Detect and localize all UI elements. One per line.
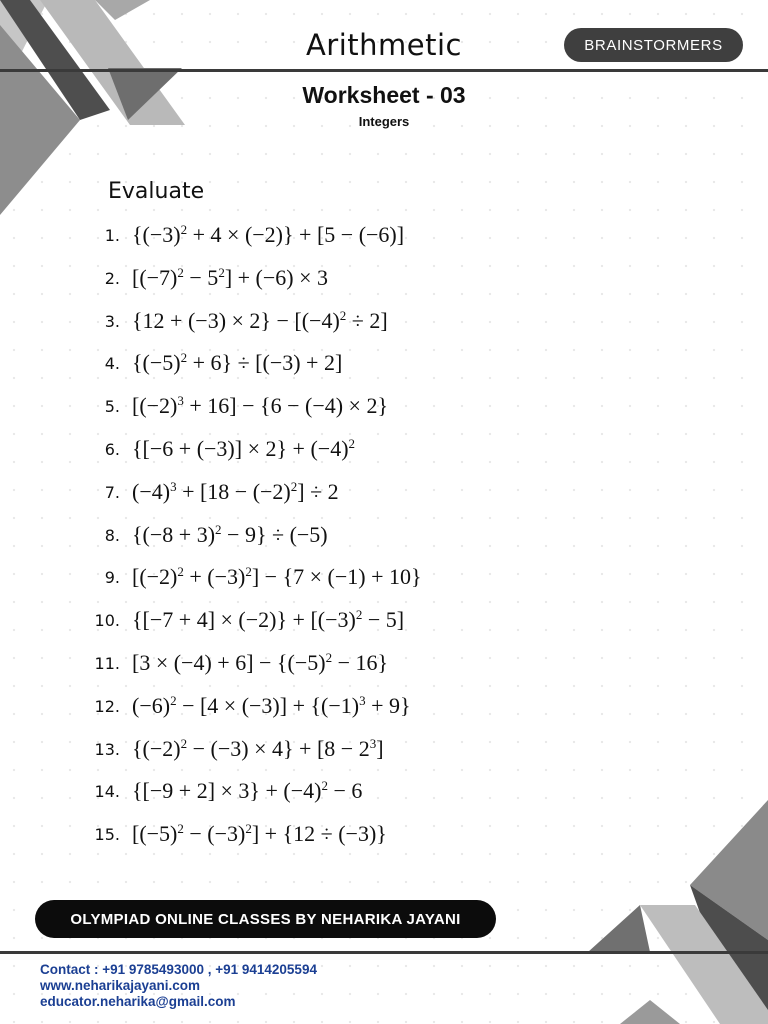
contact-email[interactable]: educator.neharika@gmail.com bbox=[40, 994, 236, 1009]
question-expression: $[(-7)^2 - 5^2] + (-6) \times 3$ bbox=[132, 265, 329, 290]
question-item bbox=[80, 306, 388, 336]
question-item bbox=[80, 691, 411, 721]
question-expression: $\{[-7 + 4] \times (-2)\} + [(-3)^2 - 5]$ bbox=[132, 607, 405, 632]
brand-badge: BRAINSTORMERS bbox=[564, 28, 743, 62]
question-item bbox=[80, 391, 388, 421]
question-expression: $[(-2)^2 + (-3)^2] - \{7 \times (-1) + 10\}$ bbox=[132, 564, 422, 589]
question-number: 14. bbox=[94, 781, 120, 801]
question-number: 8. bbox=[104, 525, 120, 545]
header-divider bbox=[0, 69, 768, 72]
question-item bbox=[80, 348, 342, 378]
question-expression: $\{(-3)^2 + 4 \times (-2)\} + [5 - (-6)]$ bbox=[132, 222, 405, 247]
question-number: 13. bbox=[94, 739, 120, 759]
question-expression: $\{(-5)^2 + 6\} \div [(-3) + 2]$ bbox=[132, 350, 343, 375]
question-number: 4. bbox=[104, 353, 120, 373]
question-expression: $\{[-9 + 2] \times 3\} + (-4)^2 - 6$ bbox=[132, 778, 363, 803]
question-number: 5. bbox=[104, 396, 120, 416]
question-number: 7. bbox=[104, 482, 120, 502]
question-item bbox=[80, 434, 355, 464]
question-item bbox=[80, 776, 362, 806]
question-item bbox=[80, 220, 404, 250]
question-item bbox=[80, 648, 388, 678]
question-number: 2. bbox=[104, 268, 120, 288]
question-expression: $\{12 + (-3) \times 2\} - [(-4)^2 \div 2]$ bbox=[132, 308, 388, 333]
question-item bbox=[80, 520, 328, 550]
contact-phone: Contact : +91 9785493000 , +91 9414205594 bbox=[40, 962, 317, 977]
question-number: 3. bbox=[104, 311, 120, 331]
question-number: 15. bbox=[94, 824, 120, 844]
question-expression: $\{(-2)^2 - (-3) \times 4\} + [8 - 2^3]$ bbox=[132, 736, 384, 761]
worksheet-title: Worksheet - 03 bbox=[302, 82, 466, 108]
question-item bbox=[80, 734, 384, 764]
footer-banner: OLYMPIAD ONLINE CLASSES BY NEHARIKA JAYANI bbox=[35, 900, 496, 938]
question-expression: $(-4)^3 + [18 - (-2)^2] \div 2$ bbox=[132, 479, 339, 504]
question-expression: $(-6)^2 - [4 \times (-3)] + \{(-1)^3 + 9\}$ bbox=[132, 693, 411, 718]
question-expression: $[3 \times (-4) + 6] - \{(-5)^2 - 16\}$ bbox=[132, 650, 389, 675]
question-item bbox=[80, 263, 328, 293]
question-number: 12. bbox=[94, 696, 120, 716]
footer-divider bbox=[0, 951, 768, 954]
question-expression: $[(-5)^2 - (-3)^2] + \{12 \div (-3)\}$ bbox=[132, 821, 387, 846]
question-expression: $\{(-8 + 3)^2 - 9\} \div (-5)$ bbox=[132, 522, 328, 547]
question-number: 11. bbox=[94, 653, 120, 673]
question-expression: $\{[-6 + (-3)] \times 2\} + (-4)^2$ bbox=[132, 436, 356, 461]
question-item bbox=[80, 562, 422, 592]
question-number: 10. bbox=[94, 610, 120, 630]
question-item bbox=[80, 819, 387, 849]
page-title: Arithmetic bbox=[305, 28, 463, 62]
question-number: 1. bbox=[104, 225, 120, 245]
worksheet-subtitle: Integers bbox=[358, 114, 410, 129]
question-item bbox=[80, 605, 404, 635]
question-number: 9. bbox=[104, 567, 120, 587]
question-item bbox=[80, 477, 339, 507]
question-number: 6. bbox=[104, 439, 120, 459]
section-heading: Evaluate bbox=[108, 179, 205, 204]
contact-website[interactable]: www.neharikajayani.com bbox=[40, 978, 201, 993]
question-expression: $[(-2)^3 + 16] - \{6 - (-4) \times 2\}$ bbox=[132, 393, 389, 418]
